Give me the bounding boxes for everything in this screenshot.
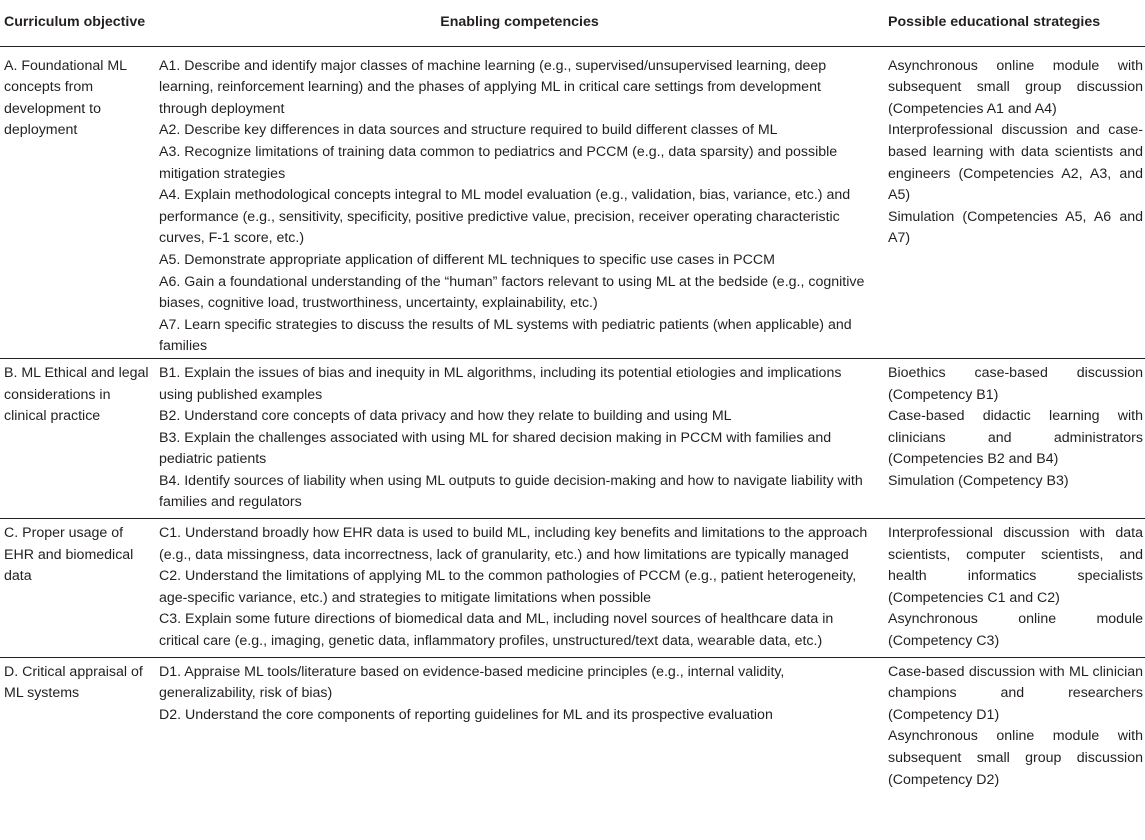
competency-a3: A3. Recognize limitations of training data common to pediatrics and PCCM (e.g., data sparsity) and possible mitigation strategies xyxy=(159,143,838,182)
header-strategies: Possible educational strategies xyxy=(884,0,1145,46)
header-objective: Curriculum objective xyxy=(0,0,155,46)
strategy-b-2: Case-based didactic learning with clinicians and administrators (Competencies B2 and B4) xyxy=(888,408,1143,468)
strategy-c-2: Asynchronous online module (Competency C3) xyxy=(888,611,1143,650)
competency-b1: B1. Explain the issues of bias and inequity in ML algorithms, including its potential etiologies and implications using published examples xyxy=(159,364,842,403)
competency-b2: B2. Understand core concepts of data privacy and how they relate to building and using ML xyxy=(159,408,732,425)
strategies-d xyxy=(884,657,1145,795)
competency-b3: B3. Explain the challenges associated with using ML for shared decision making in PCCM with families and pediatric patients xyxy=(159,429,832,468)
table-row-b xyxy=(0,358,1145,518)
competencies-a xyxy=(155,46,884,358)
strategy-a-2: Interprofessional discussion and case-based learning with data scientists and engineers (Competencies A2, A3, and A5) xyxy=(888,122,1143,204)
competency-a1: A1. Describe and identify major classes of machine learning (e.g., supervised/unsupervised learning, deep learning, reinforcement learning) and the phases of applying ML in critical care settings from development through deployment xyxy=(159,57,827,117)
strategy-b-3: Simulation (Competency B3) xyxy=(888,472,1069,489)
competencies-d xyxy=(155,657,884,795)
strategy-a-3: Simulation (Competencies A5, A6 and A7) xyxy=(888,208,1143,247)
competency-a7: A7. Learn specific strategies to discuss the results of ML systems with pediatric patients (when applicable) and families xyxy=(159,316,852,355)
table-row-c xyxy=(0,519,1145,658)
objective-b: B. ML Ethical and legal considerations in clinical practice xyxy=(0,358,155,518)
strategy-c-1: Interprofessional discussion with data scientists, computer scientists, and health informatics specialists (Competencies C1 and C2) xyxy=(888,525,1143,606)
header-row xyxy=(0,0,1145,46)
strategy-b-1: Bioethics case-based discussion (Competency B1) xyxy=(888,364,1143,403)
competencies-b xyxy=(155,358,884,518)
competency-a4: A4. Explain methodological concepts integral to ML model evaluation (e.g., validation, bias, variance, etc.) and performance (e.g., sensitivity, specificity, positive predictive value, precision, receiver operating characteristic curves, F-1 score, etc.) xyxy=(159,187,851,247)
competencies-c xyxy=(155,519,884,658)
competency-d1: D1. Appraise ML tools/literature based on evidence-based medicine principles (e.g., internal validity, generalizability, risk of bias) xyxy=(159,663,785,702)
competency-c2: C2. Understand the limitations of applying ML to the common pathologies of PCCM (e.g., patient heterogeneity, age-specific variance, etc.) and strategies to mitigate limitations when possible xyxy=(159,568,857,606)
competency-d2: D2. Understand the core components of reporting guidelines for ML and its prospective evaluation xyxy=(159,706,773,723)
header-competencies: Enabling competencies xyxy=(155,0,884,46)
objective-c: C. Proper usage of EHR and biomedical data xyxy=(0,519,155,658)
competency-b4: B4. Identify sources of liability when using ML outputs to guide decision-making and how to navigate liability with families and regulators xyxy=(159,472,863,511)
competency-a2: A2. Describe key differences in data sources and structure required to build different classes of ML xyxy=(159,122,778,139)
objective-a: A. Foundational ML concepts from development to deployment xyxy=(4,57,127,139)
competency-a6: A6. Gain a foundational understanding of the “human” factors relevant to using ML at the bedside (e.g., cognitive biases, cognitive load, trustworthiness, uncertainty, explainability, etc.) xyxy=(159,273,865,312)
competency-c1: C1. Understand broadly how EHR data is used to build ML, including key benefits and limitations to the approach (e.g., data missingness, data incorrectness, lack of granularity, etc.) and how limitations are typically managed xyxy=(159,525,868,563)
strategies-b xyxy=(884,358,1145,518)
table-row-a xyxy=(0,46,1145,358)
strategy-a-1: Asynchronous online module with subsequent small group discussion (Competencies A1 and A4) xyxy=(888,57,1143,117)
strategies-a xyxy=(884,46,1145,358)
strategy-d-1: Case-based discussion with ML clinician champions and researchers (Competency D1) xyxy=(888,663,1143,723)
strategy-d-2: Asynchronous online module with subsequent small group discussion (Competency D2) xyxy=(888,728,1143,788)
competency-c3: C3. Explain some future directions of biomedical data and ML, including novel sources of healthcare data in critical care (e.g., imaging, genetic data, inflammatory profiles, unstructured/text data, wearable data, etc.) xyxy=(159,611,834,650)
competency-a5: A5. Demonstrate appropriate application of different ML techniques to specific use cases in PCCM xyxy=(159,251,775,268)
table-row-d xyxy=(0,657,1145,795)
objective-d: D. Critical appraisal of ML systems xyxy=(0,657,155,795)
strategies-c xyxy=(884,519,1145,658)
